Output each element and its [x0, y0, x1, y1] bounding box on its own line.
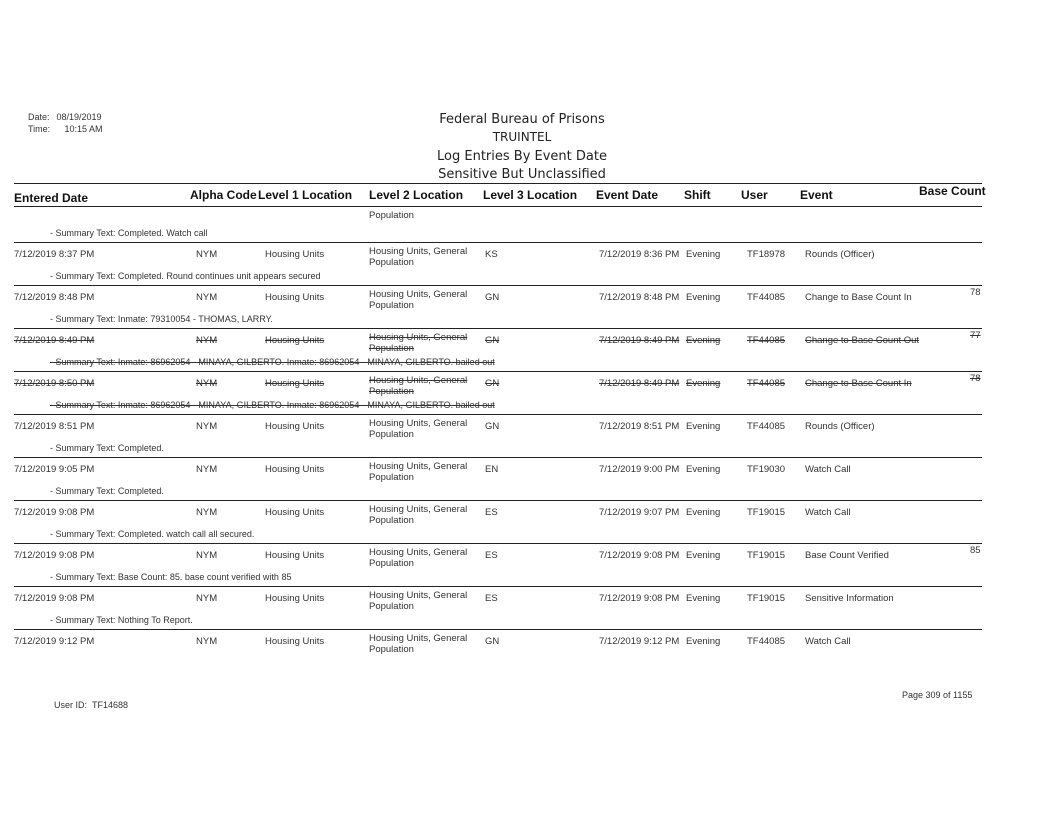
report-date: Date: 08/19/2019	[28, 112, 102, 122]
event: Change to Base Count Out	[805, 335, 920, 346]
base-count: 78	[970, 287, 981, 298]
level-3-location: GN	[485, 335, 500, 346]
level-1-location: Housing Units	[265, 507, 325, 518]
level-1-location: Housing Units	[265, 550, 325, 561]
alpha-code: NYM	[196, 421, 218, 432]
shift: Evening	[686, 249, 721, 260]
event: Change to Base Count In	[805, 378, 912, 389]
level-2-location: Housing Units, General Population	[369, 504, 468, 526]
page-number: Page 309 of 1155	[902, 690, 973, 700]
continuation-text: Population	[369, 210, 414, 221]
alpha-code: NYM	[196, 292, 218, 303]
column-header-alpha-code: Alpha Code	[190, 188, 257, 202]
event-date: 7/12/2019 8:49 PM	[599, 335, 680, 346]
level-3-location: ES	[485, 593, 498, 604]
entered-date: 7/12/2019 8:48 PM	[14, 292, 95, 303]
classification: Sensitive But Unclassified	[438, 167, 606, 182]
continuation-summary: - Summary Text: Completed. Watch call	[50, 228, 208, 238]
shift: Evening	[686, 378, 721, 389]
column-header-event-date: Event Date	[596, 188, 659, 202]
event-date: 7/12/2019 9:00 PM	[599, 464, 680, 475]
column-header-level-1-location: Level 1 Location	[258, 188, 353, 202]
shift: Evening	[686, 636, 721, 647]
level-2-location: Housing Units, General Population	[369, 590, 468, 612]
user: TF19015	[747, 550, 786, 561]
column-header-event: Event	[800, 188, 833, 202]
summary-text: - Summary Text: Completed.	[50, 443, 164, 453]
summary-text: - Summary Text: Inmate: 86962054 - MINAYA, GILBERTO. Inmate: 86962054 - MINAYA, GILBERTO. bailed out	[50, 357, 495, 367]
level-2-location: Housing Units, General Population	[369, 547, 468, 569]
report-title: Log Entries By Event Date	[437, 149, 607, 164]
alpha-code: NYM	[196, 550, 218, 561]
event: Sensitive Information	[805, 593, 894, 604]
footer-user: User ID: TF14688	[54, 700, 129, 710]
level-1-location: Housing Units	[265, 335, 325, 346]
level-2-location: Housing Units, General Population	[369, 332, 468, 354]
event: Rounds (Officer)	[805, 421, 875, 432]
summary-text: - Summary Text: Inmate: 86962054 - MINAYA, GILBERTO. Inmate: 86962054 - MINAYA, GILBERTO. bailed out	[50, 400, 495, 410]
report-time: Time: 10:15 AM	[28, 124, 103, 134]
level-2-location: Housing Units, General Population	[369, 633, 468, 655]
shift: Evening	[686, 593, 721, 604]
level-2-location: Housing Units, General Population	[369, 375, 468, 397]
user: TF19030	[747, 464, 786, 475]
user: TF18978	[747, 249, 786, 260]
level-1-location: Housing Units	[265, 636, 325, 647]
header-top-rule	[14, 183, 982, 184]
user: TF19015	[747, 507, 786, 518]
event: Change to Base Count In	[805, 292, 912, 303]
level-3-location: GN	[485, 378, 500, 389]
level-3-location: GN	[485, 421, 500, 432]
header-bottom-rule	[14, 206, 982, 207]
row-divider	[14, 242, 982, 243]
alpha-code: NYM	[196, 636, 218, 647]
level-3-location: KS	[485, 249, 498, 260]
level-2-location: Housing Units, General Population	[369, 418, 468, 440]
user: TF44085	[747, 378, 786, 389]
event-date: 7/12/2019 9:12 PM	[599, 636, 680, 647]
shift: Evening	[686, 507, 721, 518]
alpha-code: NYM	[196, 249, 218, 260]
row-divider	[14, 543, 982, 544]
entered-date: 7/12/2019 9:08 PM	[14, 593, 95, 604]
entered-date: 7/12/2019 8:49 PM	[14, 335, 95, 346]
summary-text: - Summary Text: Completed. Round continues unit appears secured	[50, 271, 321, 281]
entered-date: 7/12/2019 8:51 PM	[14, 421, 95, 432]
user: TF44085	[747, 636, 786, 647]
user: TF19015	[747, 593, 786, 604]
event-date: 7/12/2019 9:08 PM	[599, 593, 680, 604]
user: TF44085	[747, 292, 786, 303]
base-count: 77	[970, 330, 981, 341]
user: TF44085	[747, 335, 786, 346]
event-date: 7/12/2019 9:07 PM	[599, 507, 680, 518]
row-divider	[14, 629, 982, 630]
summary-text: - Summary Text: Inmate: 79310054 - THOMAS, LARRY.	[50, 314, 273, 324]
shift: Evening	[686, 464, 721, 475]
row-divider	[14, 586, 982, 587]
row-divider	[14, 285, 982, 286]
summary-text: - Summary Text: Completed.	[50, 486, 164, 496]
alpha-code: NYM	[196, 507, 218, 518]
row-divider	[14, 371, 982, 372]
level-2-location: Housing Units, General Population	[369, 461, 468, 483]
entered-date: 7/12/2019 8:50 PM	[14, 378, 95, 389]
level-1-location: Housing Units	[265, 292, 325, 303]
event: Watch Call	[805, 464, 851, 475]
alpha-code: NYM	[196, 335, 218, 346]
column-header-base-count: Base Count	[919, 184, 986, 198]
level-3-location: EN	[485, 464, 499, 475]
summary-text: - Summary Text: Nothing To Report.	[50, 615, 193, 625]
shift: Evening	[686, 335, 721, 346]
entered-date: 7/12/2019 9:08 PM	[14, 507, 95, 518]
column-header-shift: Shift	[684, 188, 711, 202]
level-1-location: Housing Units	[265, 593, 325, 604]
level-2-location: Housing Units, General Population	[369, 246, 468, 268]
shift: Evening	[686, 421, 721, 432]
column-header-level-3-location: Level 3 Location	[483, 188, 578, 202]
level-2-location: Housing Units, General Population	[369, 289, 468, 311]
shift: Evening	[686, 550, 721, 561]
row-divider	[14, 457, 982, 458]
shift: Evening	[686, 292, 721, 303]
summary-text: - Summary Text: Completed. watch call all secured.	[50, 529, 255, 539]
level-1-location: Housing Units	[265, 421, 325, 432]
alpha-code: NYM	[196, 378, 218, 389]
row-divider	[14, 500, 982, 501]
summary-text: - Summary Text: Base Count: 85. base count verified with 85	[50, 572, 292, 582]
base-count: 85	[970, 545, 981, 556]
column-header-entered-date: Entered Date	[14, 191, 89, 205]
level-3-location: GN	[485, 636, 500, 647]
level-1-location: Housing Units	[265, 249, 325, 260]
entered-date: 7/12/2019 8:37 PM	[14, 249, 95, 260]
event-date: 7/12/2019 8:51 PM	[599, 421, 680, 432]
alpha-code: NYM	[196, 593, 218, 604]
alpha-code: NYM	[196, 464, 218, 475]
event: Watch Call	[805, 507, 851, 518]
entered-date: 7/12/2019 9:08 PM	[14, 550, 95, 561]
event-date: 7/12/2019 8:36 PM	[599, 249, 680, 260]
event: Watch Call	[805, 636, 851, 647]
row-divider	[14, 414, 982, 415]
entered-date: 7/12/2019 9:05 PM	[14, 464, 95, 475]
level-1-location: Housing Units	[265, 464, 325, 475]
level-1-location: Housing Units	[265, 378, 325, 389]
event-date: 7/12/2019 8:48 PM	[599, 292, 680, 303]
level-3-location: ES	[485, 507, 498, 518]
level-3-location: GN	[485, 292, 500, 303]
event-date: 7/12/2019 9:08 PM	[599, 550, 680, 561]
event-date: 7/12/2019 8:49 PM	[599, 378, 680, 389]
system-title: TRUINTEL	[492, 130, 552, 144]
row-divider	[14, 328, 982, 329]
user: TF44085	[747, 421, 786, 432]
column-header-level-2-location: Level 2 Location	[369, 188, 464, 202]
entered-date: 7/12/2019 9:12 PM	[14, 636, 95, 647]
event: Base Count Verified	[805, 550, 889, 561]
column-header-user: User	[741, 188, 768, 202]
org-title: Federal Bureau of Prisons	[439, 112, 605, 127]
level-3-location: ES	[485, 550, 498, 561]
base-count: 78	[970, 373, 981, 384]
event: Rounds (Officer)	[805, 249, 875, 260]
